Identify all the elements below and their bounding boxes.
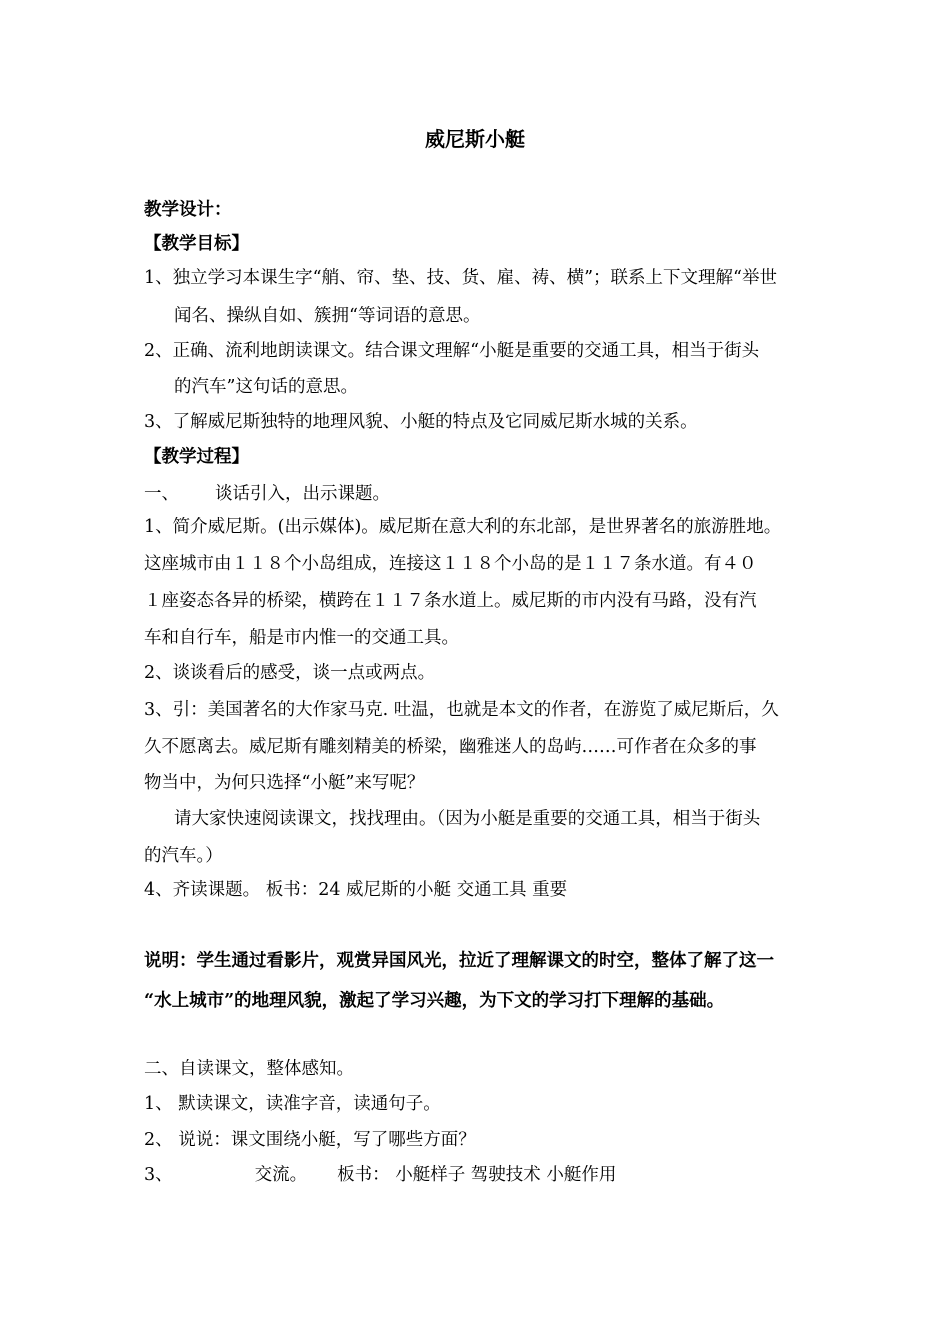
goal-2-line-1: 2、正确、流利地朗读课文。结合课文理解“小艇是重要的交通工具，相当于街头 (144, 341, 760, 361)
step-1-text: 谈话引入，出示课题。 (215, 484, 390, 504)
section-2-item-1: 1、 默读课文，读准字音，读通句子。 (144, 1094, 441, 1114)
section-2-item-3-text: 交流。 (254, 1165, 308, 1185)
section-2-item-3-number: 3、 (144, 1165, 173, 1185)
goal-1-line-2: 闻名、操纵自如、簇拥“等词语的意思。 (174, 306, 481, 326)
process-header: 【教学过程】 (144, 447, 249, 467)
note-line-1: 说明：学生通过看影片，观赏异国风光，拉近了理解课文的时空，整体了解了这一 (144, 951, 774, 971)
goals-header: 【教学目标】 (144, 234, 249, 254)
para-4: 4、齐读课题。 板书：24 威尼斯的小艇 交通工具 重要 (144, 880, 568, 900)
design-label: 教学设计： (144, 200, 232, 220)
para-3-line-4: 请大家快速阅读课文，找找理由。（因为小艇是重要的交通工具，相当于街头 (174, 809, 761, 829)
section-2-item-3-board: 板书： 小艇样子 驾驶技术 小艇作用 (337, 1165, 617, 1185)
para-2: 2、谈谈看后的感受，谈一点或两点。 (144, 663, 436, 683)
goal-1-line-1: 1、独立学习本课生字“艄、帘、垫、技、货、雇、祷、横”；联系上下文理解“举世 (144, 268, 777, 288)
page-title: 威尼斯小艇 (425, 127, 525, 151)
section-2-item-2: 2、 说说：课文围绕小艇，写了哪些方面？ (144, 1130, 476, 1150)
para-3-line-2: 久不愿离去。威尼斯有雕刻精美的桥梁，幽雅迷人的岛屿……可作者在众多的事 (144, 737, 757, 757)
para-1-line-3: １座姿态各异的桥梁，横跨在１１７条水道上。威尼斯的市内没有马路，没有汽 (144, 591, 757, 611)
para-1-line-1: 1、简介威尼斯。(出示媒体)。威尼斯在意大利的东北部，是世界著名的旅游胜地。 (144, 517, 782, 537)
section-2-item-3 (144, 1164, 814, 1186)
para-1-line-4: 车和自行车，船是市内惟一的交通工具。 (144, 628, 459, 648)
step-1-heading (144, 483, 814, 505)
note-line-2: “水上城市”的地理风貌，激起了学习兴趣，为下文的学习打下理解的基础。 (144, 991, 725, 1011)
goal-3: 3、了解威尼斯独特的地理风貌、小艇的特点及它同威尼斯水城的关系。 (144, 412, 698, 432)
para-3-line-5: 的汽车。） (144, 846, 223, 866)
goal-2-line-2: 的汽车”这句话的意思。 (174, 377, 358, 397)
step-1-number: 一、 (144, 484, 179, 504)
para-3-line-1: 3、引：美国著名的大作家马克. 吐温，也就是本文的作者，在游览了威尼斯后，久 (144, 700, 779, 720)
section-2-header: 二、自读课文，整体感知。 (144, 1059, 354, 1079)
para-3-line-3: 物当中，为何只选择“小艇”来写呢？ (144, 773, 425, 793)
para-1-line-2: 这座城市由１１８个小岛组成，连接这１１８个小岛的是１１７条水道。有４０ (144, 554, 757, 574)
